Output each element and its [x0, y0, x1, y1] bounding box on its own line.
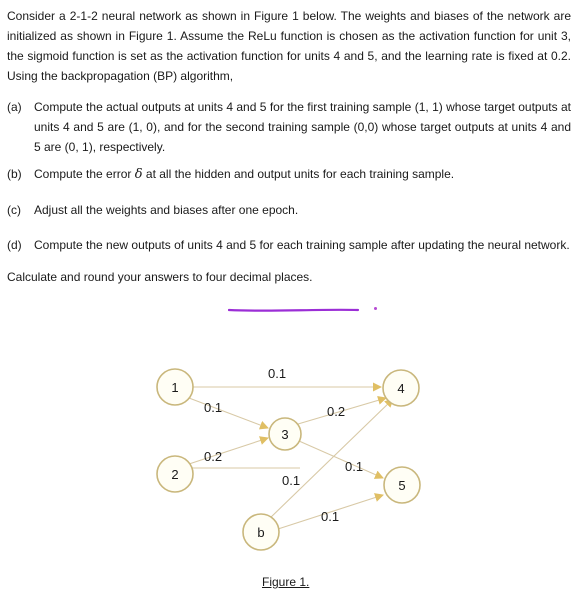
- node-label: 2: [171, 467, 179, 482]
- question-label: (d): [7, 238, 22, 252]
- weight-1-3: 0.1: [204, 400, 223, 415]
- weight-2-3: 0.2: [204, 449, 223, 464]
- weight-2-4: 0.1: [282, 473, 301, 488]
- question-label: (c): [7, 203, 21, 217]
- edge-3-5: [299, 441, 383, 478]
- node-label: 3: [281, 427, 289, 442]
- node-label: 5: [398, 478, 406, 493]
- delta-symbol: δ: [134, 167, 143, 182]
- weight-1-4: 0.1: [268, 366, 287, 381]
- question-b: [7, 164, 571, 185]
- highlight-underline: [228, 306, 360, 314]
- neural-network-figure: [0, 340, 577, 570]
- question-label: (b): [7, 167, 22, 181]
- edge-2-3: [189, 438, 268, 464]
- node-bias: [243, 514, 279, 550]
- question-text: at all the hidden and output units for each training sample.: [145, 167, 455, 181]
- node-label: 4: [397, 381, 405, 396]
- intro-paragraph: Consider a 2-1-2 neural network as shown in Figure 1 below. The weights and biases of the network are initialized as shown in Figure 1. Assume the ReLu function is chosen as the activation function for unit 3, the sigmoid function is set as the activation function for units 4 and 5, and the learning rate is fixed at 0.2. Using the backpropagation (BP) algorithm,: [7, 9, 571, 83]
- weight-3-5: 0.1: [345, 459, 364, 474]
- question-text: Compute the error: [34, 167, 132, 181]
- question-text: Adjust all the weights and biases after one epoch.: [34, 203, 299, 217]
- question-a: [7, 97, 571, 157]
- figure-caption: Figure 1.: [262, 575, 310, 589]
- highlight-dot: [374, 307, 377, 310]
- question-label: (a): [7, 100, 22, 114]
- node-3: [269, 418, 301, 450]
- question-text: Compute the actual outputs at units 4 and 5 for the first training sample (1, 1) whose target outputs at units 4 and 5 are (1, 0), and for the second training sample (0,0) whose target outputs at units 4 and 5 are (0, 1), respectively.: [34, 100, 571, 154]
- node-1: [157, 369, 193, 405]
- edge-1-3: [189, 398, 268, 428]
- question-text: Compute the new outputs of units 4 and 5 for each training sample after updating the neural network.: [34, 238, 570, 252]
- node-2: [157, 456, 193, 492]
- document: [7, 6, 571, 287]
- node-label: 1: [171, 380, 179, 395]
- node-label: b: [257, 525, 265, 540]
- node-5: [384, 467, 420, 503]
- instruction-text: Calculate and round your answers to four decimal places.: [7, 270, 313, 284]
- weight-3-4: 0.2: [327, 404, 346, 419]
- weight-b-5: 0.1: [321, 509, 340, 524]
- question-d: [7, 235, 571, 255]
- question-c: [7, 200, 571, 220]
- node-4: [383, 370, 419, 406]
